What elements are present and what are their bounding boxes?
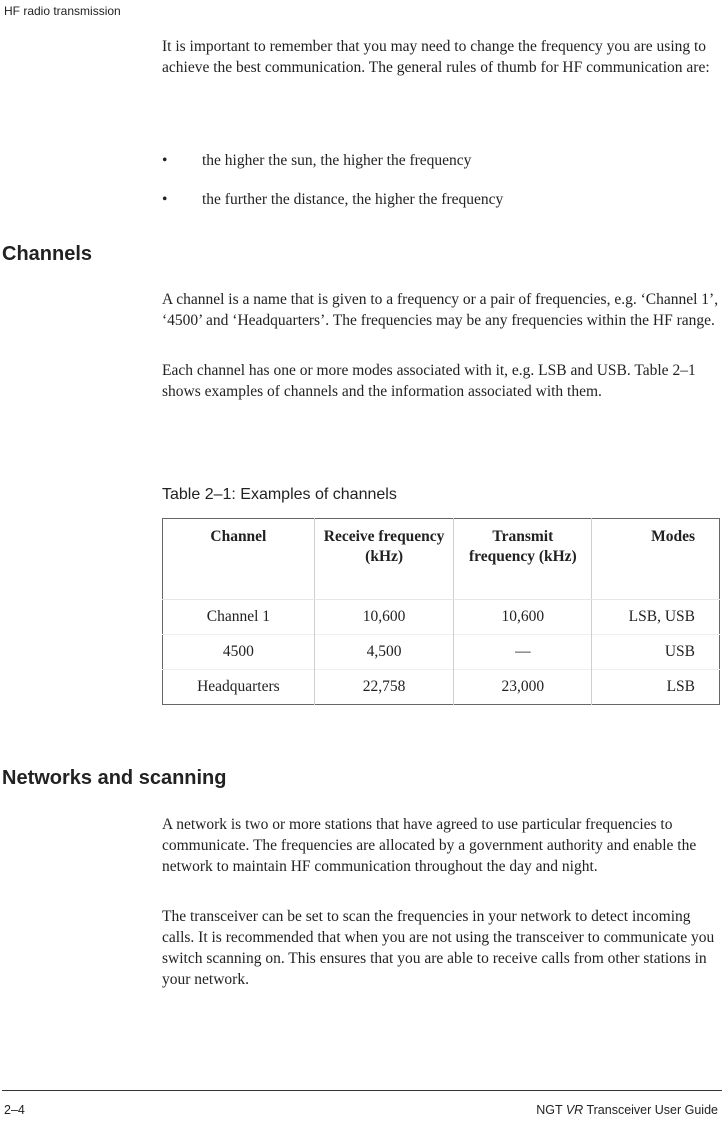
guide-title bbox=[536, 1103, 718, 1117]
page-number: 2–4 bbox=[4, 1103, 25, 1117]
channels-heading: Channels bbox=[2, 243, 93, 265]
table-row bbox=[163, 670, 720, 705]
channels-paragraph: Each channel has one or more modes associated with it, e.g. LSB and USB. Table 2–1 shows examples of channels and the information associated with them. bbox=[162, 362, 696, 400]
channels-paragraph: A channel is a name that is given to a frequency or a pair of frequencies, e.g. ‘Channel 1’, ‘4500’ and ‘Headquarters’. The frequencies may be any frequencies within the HF range. bbox=[162, 291, 719, 329]
intro-paragraph: It is important to remember that you may need to change the frequency you are using to achieve the best communication. The general rules of thumb for HF communication are: bbox=[162, 38, 710, 76]
channels-table bbox=[162, 518, 720, 705]
bullet-text: the further the distance, the higher the frequency bbox=[202, 191, 504, 208]
table-cell: 22,758 bbox=[314, 670, 454, 705]
table-cell: LSB bbox=[592, 670, 720, 705]
guide-title-prefix: NGT bbox=[536, 1103, 566, 1117]
table-cell: LSB, USB bbox=[592, 600, 720, 635]
table-cell: — bbox=[454, 635, 592, 670]
table-cell: Channel 1 bbox=[206, 608, 271, 625]
guide-title-suffix: Transceiver User Guide bbox=[583, 1103, 718, 1117]
networks-paragraph: A network is two or more stations that have agreed to use particular frequencies to communicate. The frequencies are allocated by a government authority and enable the network to maintain HF communication throughout the day and night. bbox=[162, 816, 697, 875]
networks-paragraph: The transceiver can be set to scan the frequencies in your network to detect incoming calls. It is recommended that when you are not using the transceiver to communicate you switch scanning on. This ensures that you are able to receive calls from other stations in your network. bbox=[162, 908, 715, 988]
table-header-cell: Transmit frequency (kHz) bbox=[454, 519, 592, 600]
guide-title-model: VR bbox=[565, 1103, 584, 1117]
table-header-row bbox=[163, 519, 720, 600]
table-cell: 10,600 bbox=[314, 600, 454, 635]
bullet-text: the higher the sun, the higher the frequency bbox=[202, 152, 472, 169]
table-cell: USB bbox=[592, 635, 720, 670]
table-row bbox=[163, 600, 720, 635]
bullet-icon: • bbox=[162, 191, 168, 208]
table-caption: Table 2–1: Examples of channels bbox=[162, 486, 397, 503]
networks-heading: Networks and scanning bbox=[2, 767, 227, 789]
footer-rule bbox=[2, 1090, 722, 1091]
table-row bbox=[163, 635, 720, 670]
table-cell: Headquarters bbox=[163, 670, 315, 705]
table-cell: 10,600 bbox=[454, 600, 592, 635]
table-header-cell: Modes bbox=[592, 519, 720, 600]
table-cell: 4500 bbox=[163, 635, 315, 670]
table-header-cell: Receive frequency (kHz) bbox=[314, 519, 454, 600]
bullet-icon: • bbox=[162, 152, 168, 169]
running-head: HF radio transmission bbox=[4, 4, 121, 18]
table-header-cell: Channel bbox=[163, 519, 315, 600]
table-cell: 4,500 bbox=[314, 635, 454, 670]
table-cell: 23,000 bbox=[454, 670, 592, 705]
